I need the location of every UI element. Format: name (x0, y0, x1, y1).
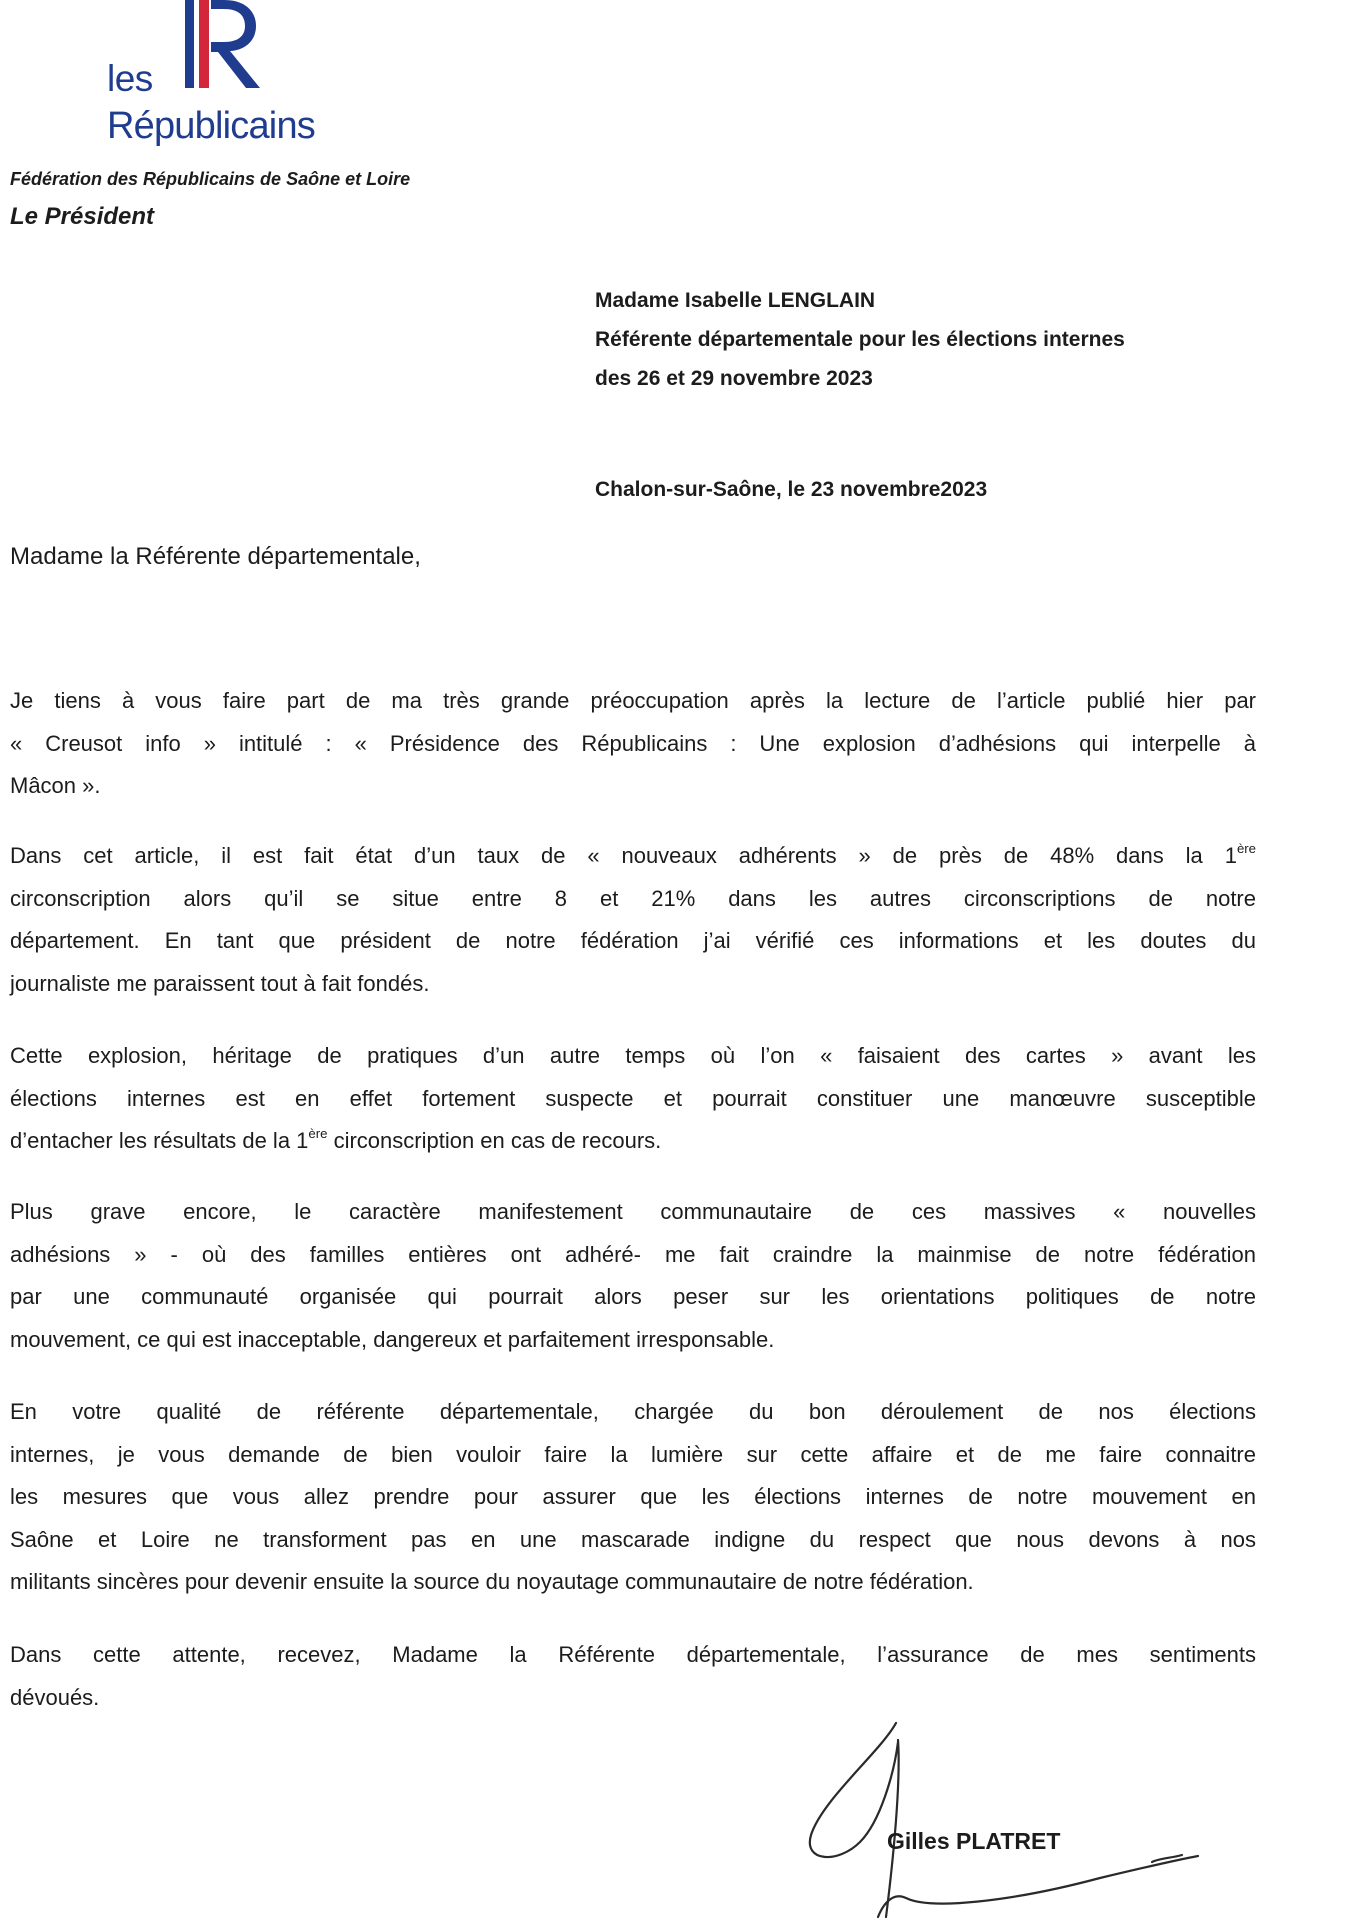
signature-stroke-swoosh (878, 1856, 1198, 1917)
paragraph-line: Dans cette attente, recevez, Madame la Référente départementale, l’assurance de mes sentiments (10, 1642, 1256, 1667)
paragraph-line: En votre qualité de référente départementale, chargée du bon déroulement de nos élections (10, 1399, 1256, 1424)
salutation: Madame la Référente départementale, (10, 543, 421, 570)
paragraph-6 (10, 1634, 1256, 1719)
paragraph-3 (10, 1035, 1256, 1163)
paragraph-line: Plus grave encore, le caractère manifestement communautaire de ces massives « nouvelles (10, 1199, 1256, 1224)
recipient-role-dates: des 26 et 29 novembre 2023 (595, 367, 873, 390)
paragraph-line: mouvement, ce qui est inacceptable, dangereux et parfaitement irresponsable. (10, 1326, 775, 1352)
letter-date: Chalon-sur-Saône, le 23 novembre2023 (595, 478, 988, 501)
paragraph-line: dévoués. (10, 1684, 100, 1710)
logo-word-republicains: Républicains (107, 105, 315, 147)
paragraph-line: journaliste me paraissent tout à fait fondés. (10, 970, 430, 996)
paragraph-2 (10, 835, 1256, 1005)
ordinal-superscript: ère (308, 1126, 328, 1142)
paragraph-line: élections internes est en effet fortement suspecte et pourrait constituer une manœuvre susceptible (10, 1085, 1256, 1111)
paragraph-line (10, 1120, 1256, 1163)
paragraph-5 (10, 1391, 1256, 1604)
paragraph-line: « Creusot info » intitulé : « Présidence des Républicains : Une explosion d’adhésions qui interpelle à (10, 730, 1256, 756)
paragraph-line: Cette explosion, héritage de pratiques d’un autre temps où l’on « faisaient des cartes » avant les (10, 1043, 1256, 1068)
signature-stroke-loop (810, 1723, 898, 1857)
paragraph-line: Saône et Loire ne transforment pas en une mascarade indigne du respect que nous devons à nos (10, 1526, 1256, 1552)
paragraph-line: Je tiens à vous faire part de ma très grande préoccupation après la lecture de l’article publié hier par (10, 688, 1256, 713)
line-text-tail: circonscription en cas de recours. (327, 1128, 662, 1153)
paragraph-line: adhésions » - où des familles entières ont adhéré- me fait craindre la mainmise de notre fédération (10, 1241, 1256, 1267)
logo-red-bar (199, 0, 209, 88)
ordinal-superscript: ère (1236, 841, 1256, 857)
paragraph-line: internes, je vous demande de bien vouloir faire la lumière sur cette affaire et de me faire connaitre (10, 1441, 1256, 1467)
line-text: d’entacher les résultats de la 1 (10, 1128, 309, 1153)
recipient-name: Madame Isabelle LENGLAIN (595, 289, 876, 312)
logo-r-shape (211, 0, 260, 88)
paragraph-4 (10, 1191, 1256, 1361)
paragraph-line: par une communauté organisée qui pourrait alors peser sur les orientations politiques de notre (10, 1284, 1256, 1309)
sender-title: Le Président (10, 203, 155, 230)
recipient-role: Référente départementale pour les élections internes (595, 328, 1125, 351)
paragraph-line: les mesures que vous allez prendre pour assurer que les élections internes de notre mouvement en (10, 1484, 1256, 1509)
logo-blue-bar (185, 0, 194, 88)
paragraph-line: département. En tant que président de notre fédération j’ai vérifié ces informations et les doutes du (10, 928, 1256, 953)
line-text: Dans cet article, il est fait état d’un taux de « nouveaux adhérents » de près de 48% dans la 1 (10, 843, 1237, 868)
paragraph-line: Mâcon ». (10, 773, 101, 798)
party-logo-mark (183, 0, 263, 92)
paragraph-line: militants sincères pour devenir ensuite la source du noyautage communautaire de notre fédération. (10, 1569, 974, 1594)
paragraph-line (10, 835, 1256, 878)
recipient-block (595, 281, 1125, 398)
signatory-name: Gilles PLATRET (887, 1828, 1061, 1854)
logo-word-les: les (107, 58, 153, 99)
handwritten-signature (780, 1712, 1210, 1920)
paragraph-line: circonscription alors qu’il se situe entre 8 et 21% dans les autres circonscriptions de notre (10, 885, 1256, 911)
federation-name: Fédération des Républicains de Saône et Loire (10, 169, 411, 189)
paragraph-1 (10, 680, 1256, 808)
